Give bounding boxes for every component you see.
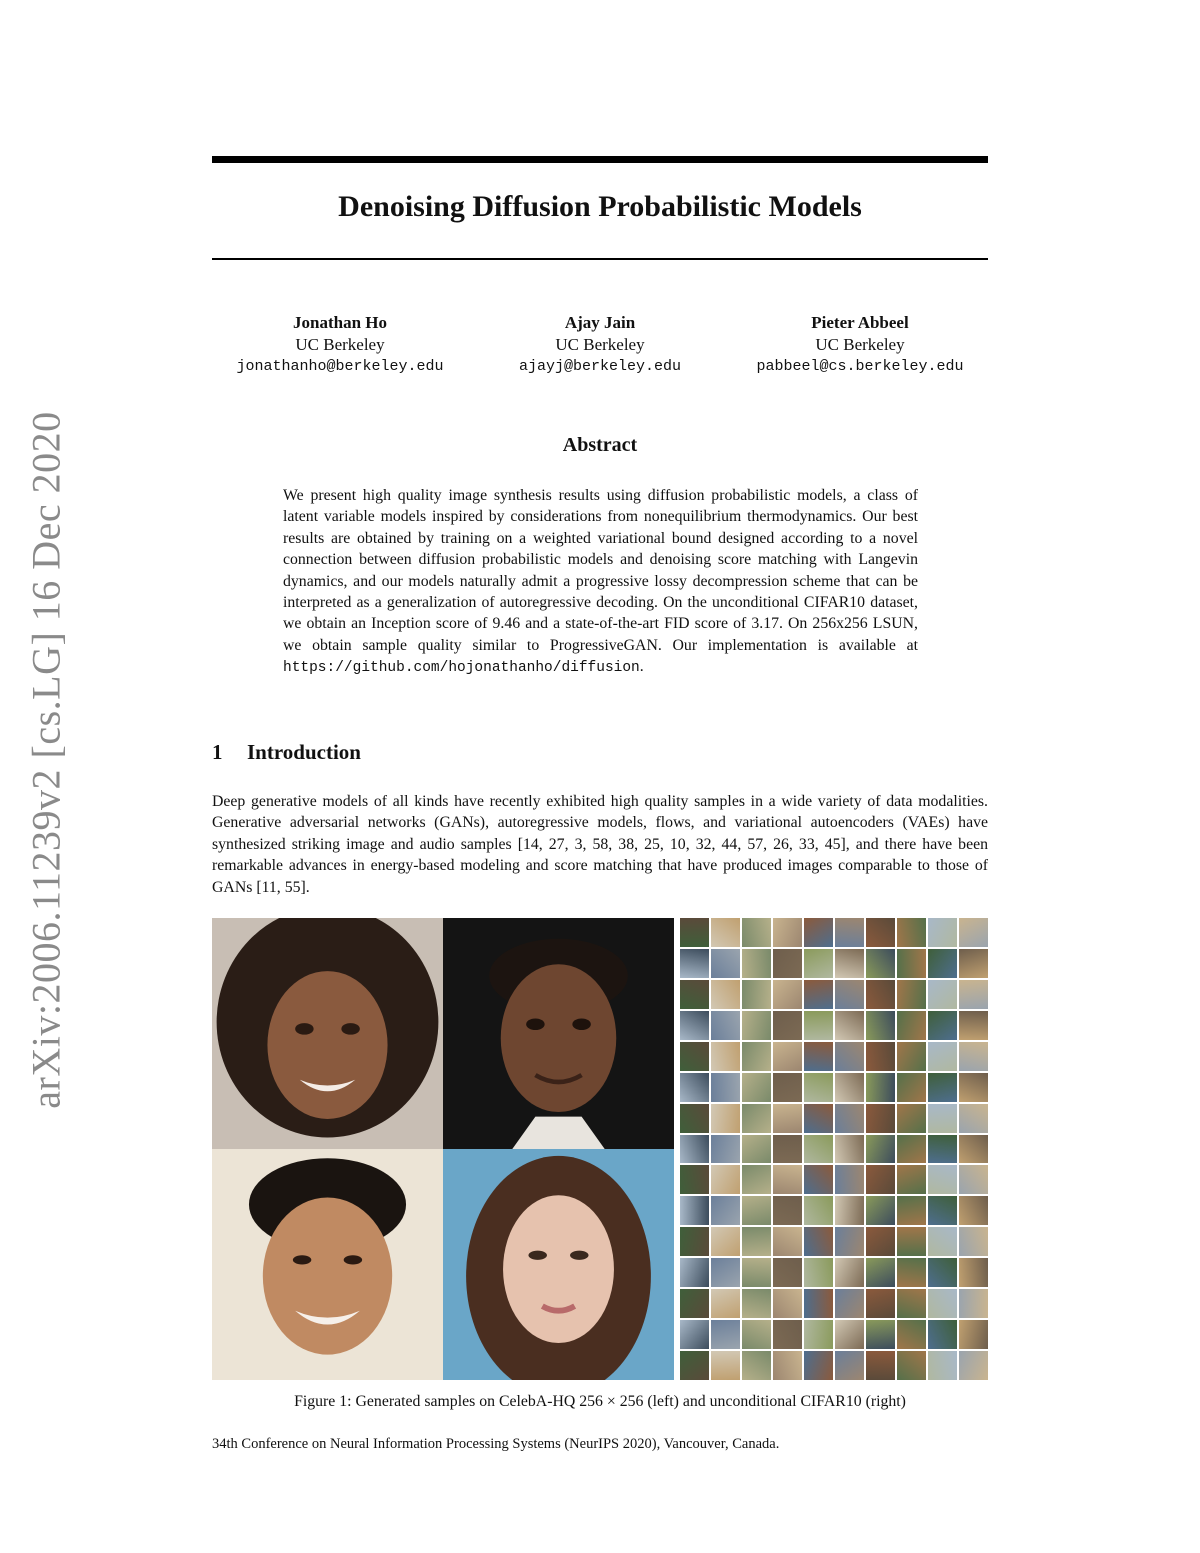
cifar-sample-tile [866, 918, 895, 947]
cifar-sample-tile [835, 1320, 864, 1349]
cifar-sample-tile [928, 1289, 957, 1318]
cifar-sample-tile [773, 918, 802, 947]
cifar-sample-tile [928, 1165, 957, 1194]
author-block [212, 312, 988, 378]
cifar-sample-tile [711, 1351, 740, 1380]
cifar-sample-tile [959, 1042, 988, 1071]
cifar-sample-tile [804, 1011, 833, 1040]
cifar-sample-tile [711, 1073, 740, 1102]
cifar-sample-tile [928, 918, 957, 947]
paper-title: Denoising Diffusion Probabilistic Models [338, 190, 862, 223]
cifar-sample-tile [711, 1104, 740, 1133]
cifar-sample-tile [897, 1258, 926, 1287]
cifar-sample-tile [773, 949, 802, 978]
face-sample-image [443, 1149, 674, 1380]
cifar-sample-tile [959, 980, 988, 1009]
cifar-sample-tile [742, 949, 771, 978]
title-top-rule [212, 156, 988, 163]
cifar-sample-tile [742, 1011, 771, 1040]
cifar-sample-tile [897, 1011, 926, 1040]
cifar-sample-tile [680, 1320, 709, 1349]
cifar-sample-tile [742, 980, 771, 1009]
cifar-sample-tile [959, 1196, 988, 1225]
author-email[interactable]: ajayj@berkeley.edu [518, 358, 682, 375]
cifar-sample-tile [680, 1011, 709, 1040]
cifar-sample-tile [897, 1289, 926, 1318]
cifar-sample-tile [835, 980, 864, 1009]
author-email[interactable]: pabbeel@cs.berkeley.edu [756, 358, 964, 375]
cifar-sample-tile [742, 1042, 771, 1071]
cifar-sample-tile [711, 1320, 740, 1349]
cifar-sample-tile [928, 980, 957, 1009]
face-sample-image [443, 918, 674, 1149]
cifar-sample-tile [835, 1258, 864, 1287]
cifar-sample-tile [866, 1320, 895, 1349]
author-name: Ajay Jain [564, 313, 636, 332]
cifar-sample-tile [680, 1258, 709, 1287]
cifar-sample-tile [959, 1351, 988, 1380]
cifar-sample-tile [804, 918, 833, 947]
cifar-sample-tile [866, 1073, 895, 1102]
cifar-sample-tile [897, 1227, 926, 1256]
cifar-sample-tile [866, 1011, 895, 1040]
cifar-sample-tile [928, 1135, 957, 1164]
cifar-sample-tile [680, 1227, 709, 1256]
cifar-sample-tile [835, 1011, 864, 1040]
cifar-sample-tile [773, 1042, 802, 1071]
author [472, 312, 728, 378]
cifar-sample-tile [742, 918, 771, 947]
cifar-sample-tile [897, 949, 926, 978]
abstract-body-text: We present high quality image synthesis results using diffusion probabilistic models, a class of latent variable models inspired by considerations from nonequilibrium thermodynamics. Our best results are obtained by training on a weighted variational bound designed according to a novel connection between diffusion probabilistic models and denoising score matching with Langevin dynamics, and our models naturally admit a progressive lossy decompression scheme that can be interpreted as a generalization of autoregressive decoding. On the unconditional CIFAR10 dataset, we obtain an Inception score of 9.46 and a state-of-the-art FID score of 3.17. On 256x256 LSUN, we obtain sample quality similar to ProgressiveGAN. Our implementation is available at [283, 487, 918, 654]
cifar-sample-tile [866, 1227, 895, 1256]
cifar-sample-tile [928, 1073, 957, 1102]
cifar-sample-tile [742, 1258, 771, 1287]
author [732, 312, 988, 378]
cifar-sample-tile [773, 1258, 802, 1287]
cifar-sample-tile [804, 1165, 833, 1194]
cifar-sample-tile [897, 1196, 926, 1225]
cifar-sample-tile [959, 918, 988, 947]
cifar-sample-tile [773, 1227, 802, 1256]
cifar-sample-tile [773, 1104, 802, 1133]
cifar-sample-tile [742, 1320, 771, 1349]
cifar-sample-tile [742, 1165, 771, 1194]
cifar-sample-tile [680, 1196, 709, 1225]
cifar-sample-tile [866, 1351, 895, 1380]
cifar-sample-tile [959, 1320, 988, 1349]
cifar-sample-tile [804, 1289, 833, 1318]
cifar-sample-tile [804, 1135, 833, 1164]
cifar-sample-tile [773, 1320, 802, 1349]
cifar-sample-tile [835, 1196, 864, 1225]
cifar-sample-tile [711, 918, 740, 947]
introduction-text: Deep generative models of all kinds have recently exhibited high quality samples in a wide variety of data modalities. Generative adversarial networks (GANs), autoregressive models, flows, and variational autoencoders (VAEs) have synthesized striking image and audio samples [14, 27, 3, 58, 38, 25, 10, 32, 44, 57, 26, 33, 45], and there have been remarkable advances in energy-based modeling and score matching that have produced images comparable to those of GANs [11, 55]. [212, 793, 988, 896]
cifar-sample-tile [897, 1042, 926, 1071]
cifar-sample-tile [897, 980, 926, 1009]
figure-1 [212, 918, 988, 1380]
cifar-sample-tile [866, 1289, 895, 1318]
cifar-sample-tile [680, 918, 709, 947]
cifar-sample-tile [804, 949, 833, 978]
cifar-sample-tile [711, 1227, 740, 1256]
cifar-sample-tile [866, 1135, 895, 1164]
cifar-sample-tile [804, 1042, 833, 1071]
cifar-sample-tile [680, 1073, 709, 1102]
author-affiliation: UC Berkeley [555, 335, 645, 354]
cifar-sample-tile [959, 1135, 988, 1164]
author-email[interactable]: jonathanho@berkeley.edu [236, 358, 444, 375]
author-name: Pieter Abbeel [811, 313, 909, 332]
cifar-sample-tile [711, 949, 740, 978]
cifar-sample-tile [773, 1073, 802, 1102]
cifar-sample-tile [928, 1227, 957, 1256]
cifar-sample-tile [711, 1258, 740, 1287]
section-number: 1 [212, 740, 223, 764]
cifar-sample-tile [959, 1165, 988, 1194]
cifar-sample-tile [959, 1258, 988, 1287]
cifar-sample-tile [773, 1289, 802, 1318]
cifar-sample-tile [804, 1196, 833, 1225]
cifar-sample-tile [742, 1135, 771, 1164]
cifar-sample-tile [866, 1104, 895, 1133]
cifar-sample-tile [959, 1011, 988, 1040]
cifar-sample-tile [928, 1258, 957, 1287]
cifar-sample-tile [804, 1258, 833, 1287]
cifar-sample-tile [773, 1351, 802, 1380]
cifar-sample-tile [680, 1104, 709, 1133]
cifar-sample-tile [835, 1351, 864, 1380]
cifar-sample-tile [959, 1073, 988, 1102]
cifar-sample-tile [959, 949, 988, 978]
cifar-sample-tile [773, 980, 802, 1009]
cifar-sample-tile [866, 980, 895, 1009]
cifar-sample-tile [711, 980, 740, 1009]
cifar-sample-tile [959, 1227, 988, 1256]
cifar-sample-tile [711, 1165, 740, 1194]
cifar-sample-tile [711, 1042, 740, 1071]
cifar-sample-tile [804, 1351, 833, 1380]
cifar-sample-tile [897, 1351, 926, 1380]
cifar-sample-tile [804, 1227, 833, 1256]
cifar-sample-tile [711, 1196, 740, 1225]
cifar-sample-tile [835, 1104, 864, 1133]
cifar-sample-tile [773, 1196, 802, 1225]
abstract-end: . [639, 658, 644, 676]
cifar-sample-tile [835, 1289, 864, 1318]
cifar-sample-tile [711, 1289, 740, 1318]
cifar-sample-tile [680, 980, 709, 1009]
conference-footnote: 34th Conference on Neural Information Processing Systems (NeurIPS 2020), Vancouver, Canada. [212, 1436, 780, 1452]
cifar-sample-tile [680, 949, 709, 978]
celeba-samples [212, 918, 674, 1380]
section-heading-introduction [212, 740, 361, 765]
cifar-sample-tile [928, 1104, 957, 1133]
cifar-sample-tile [866, 1258, 895, 1287]
arxiv-stamp-text: arXiv:2006.11239v2 [cs.LG] 16 Dec 2020 [23, 411, 69, 1109]
cifar-sample-tile [897, 1135, 926, 1164]
cifar-sample-tile [866, 1042, 895, 1071]
cifar-sample-tile [804, 1320, 833, 1349]
cifar-sample-tile [742, 1073, 771, 1102]
author [212, 312, 468, 378]
cifar-sample-tile [959, 1104, 988, 1133]
cifar-sample-tile [835, 1165, 864, 1194]
figure-caption: Figure 1: Generated samples on CelebA-HQ 256 × 256 (left) and unconditional CIFAR10 (right) [294, 1393, 906, 1410]
cifar10-samples [680, 918, 988, 1380]
cifar-sample-tile [742, 1196, 771, 1225]
author-affiliation: UC Berkeley [815, 335, 905, 354]
abstract-heading: Abstract [562, 434, 638, 456]
cifar-sample-tile [928, 1351, 957, 1380]
cifar-sample-tile [835, 1227, 864, 1256]
cifar-sample-tile [928, 1042, 957, 1071]
cifar-sample-tile [773, 1165, 802, 1194]
author-affiliation: UC Berkeley [295, 335, 385, 354]
code-url-link[interactable]: https://github.com/hojonathanho/diffusion [283, 660, 640, 677]
cifar-sample-tile [742, 1289, 771, 1318]
cifar-sample-tile [928, 1320, 957, 1349]
face-sample-image [212, 918, 443, 1149]
cifar-sample-tile [742, 1227, 771, 1256]
cifar-sample-tile [804, 1073, 833, 1102]
cifar-sample-tile [804, 1104, 833, 1133]
cifar-sample-tile [835, 1073, 864, 1102]
cifar-sample-tile [928, 949, 957, 978]
cifar-sample-tile [742, 1351, 771, 1380]
cifar-sample-tile [742, 1104, 771, 1133]
title-bottom-rule [212, 258, 988, 260]
cifar-sample-tile [897, 918, 926, 947]
abstract-text [283, 485, 918, 680]
cifar-sample-tile [835, 949, 864, 978]
cifar-sample-tile [928, 1011, 957, 1040]
cifar-sample-tile [897, 1165, 926, 1194]
cifar-sample-tile [680, 1135, 709, 1164]
cifar-sample-tile [711, 1135, 740, 1164]
cifar-sample-tile [804, 980, 833, 1009]
face-sample-image [212, 1149, 443, 1380]
cifar-sample-tile [680, 1042, 709, 1071]
cifar-sample-tile [928, 1196, 957, 1225]
cifar-sample-tile [773, 1135, 802, 1164]
cifar-sample-tile [897, 1073, 926, 1102]
cifar-sample-tile [866, 949, 895, 978]
cifar-sample-tile [959, 1289, 988, 1318]
cifar-sample-tile [711, 1011, 740, 1040]
cifar-sample-tile [680, 1289, 709, 1318]
cifar-sample-tile [866, 1165, 895, 1194]
cifar-sample-tile [866, 1196, 895, 1225]
cifar-sample-tile [897, 1104, 926, 1133]
cifar-sample-tile [835, 918, 864, 947]
author-name: Jonathan Ho [293, 313, 387, 332]
cifar-sample-tile [897, 1320, 926, 1349]
cifar-sample-tile [835, 1042, 864, 1071]
cifar-sample-tile [773, 1011, 802, 1040]
arxiv-stamp [16, 411, 76, 1109]
cifar-sample-tile [680, 1351, 709, 1380]
cifar-sample-tile [680, 1165, 709, 1194]
cifar-sample-tile [835, 1135, 864, 1164]
section-title: Introduction [247, 740, 361, 764]
